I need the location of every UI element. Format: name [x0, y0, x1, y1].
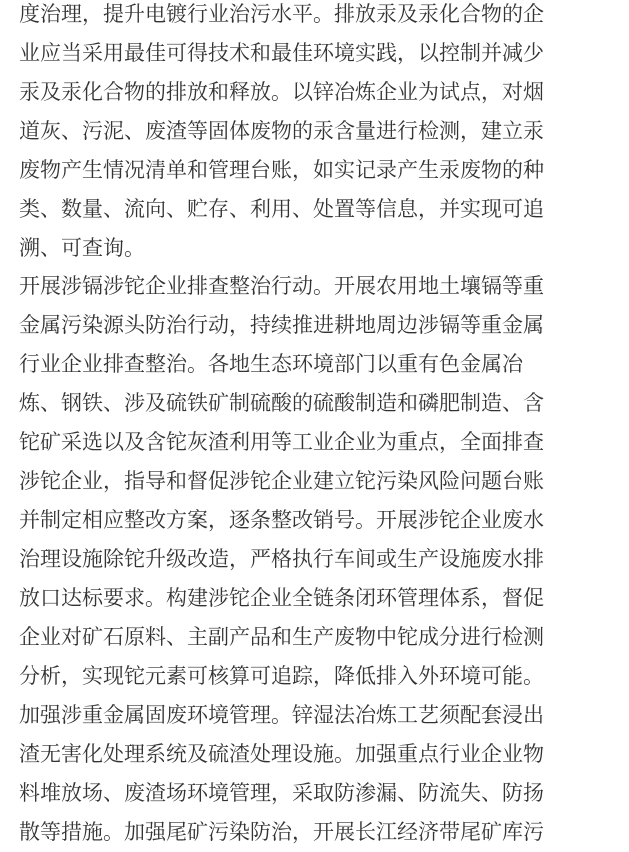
- text-line: 度治理，提升电镀行业治污水平。排放汞及汞化合物的企: [19, 2, 544, 26]
- text-line: 废物产生情况清单和管理台账，如实记录产生汞废物的种: [19, 158, 544, 182]
- text-line: 铊矿采选以及含铊灰渣利用等工业企业为重点，全面排查: [19, 430, 544, 454]
- text-line: 炼、钢铁、涉及硫铁矿制硫酸的硫酸制造和磷肥制造、含: [19, 391, 544, 415]
- text-line: 治理设施除铊升级改造，严格执行车间或生产设施废水排: [19, 547, 544, 571]
- text-line: 类、数量、流向、贮存、利用、处置等信息，并实现可追: [19, 197, 544, 221]
- text-line: 道灰、污泥、废渣等固体废物的汞含量进行检测，建立汞: [19, 119, 544, 143]
- text-line: 汞及汞化合物的排放和释放。以锌冶炼企业为试点，对烟: [19, 80, 544, 104]
- text-line: 并制定相应整改方案，逐条整改销号。开展涉铊企业废水: [19, 508, 544, 532]
- text-line: 业应当采用最佳可得技术和最佳环境实践，以控制并减少: [19, 41, 544, 65]
- paragraph-mercury-control: [0, 0, 629, 268]
- text-line: 加强涉重金属固废环境管理。锌湿法冶炼工艺须配套浸出: [19, 703, 544, 727]
- text-line: 金属污染源头防治行动，持续推进耕地周边涉镉等重金属: [19, 313, 544, 337]
- paragraph-cadmium-thallium: [0, 267, 629, 852]
- text-line: 散等措施。加强尾矿污染防治，开展长江经济带尾矿库污: [19, 820, 544, 844]
- text-line: 企业对矿石原料、主副产品和生产废物中铊成分进行检测: [19, 625, 544, 649]
- text-line: 放口达标要求。构建涉铊企业全链条闭环管理体系，督促: [19, 586, 544, 610]
- text-line: 溯、可查询。: [19, 236, 145, 260]
- text-line: 分析，实现铊元素可核算可追踪，降低排入外环境可能。: [19, 664, 544, 688]
- text-line: 涉铊企业，指导和督促涉铊企业建立铊污染风险问题台账: [19, 469, 544, 493]
- text-line: 料堆放场、废渣场环境管理，采取防渗漏、防流失、防扬: [19, 781, 544, 805]
- text-line: 开展涉镉涉铊企业排查整治行动。开展农用地土壤镉等重: [19, 274, 544, 298]
- text-line: 渣无害化处理系统及硫渣处理设施。加强重点行业企业物: [19, 742, 544, 766]
- text-line: 行业企业排查整治。各地生态环境部门以重有色金属冶: [19, 352, 523, 376]
